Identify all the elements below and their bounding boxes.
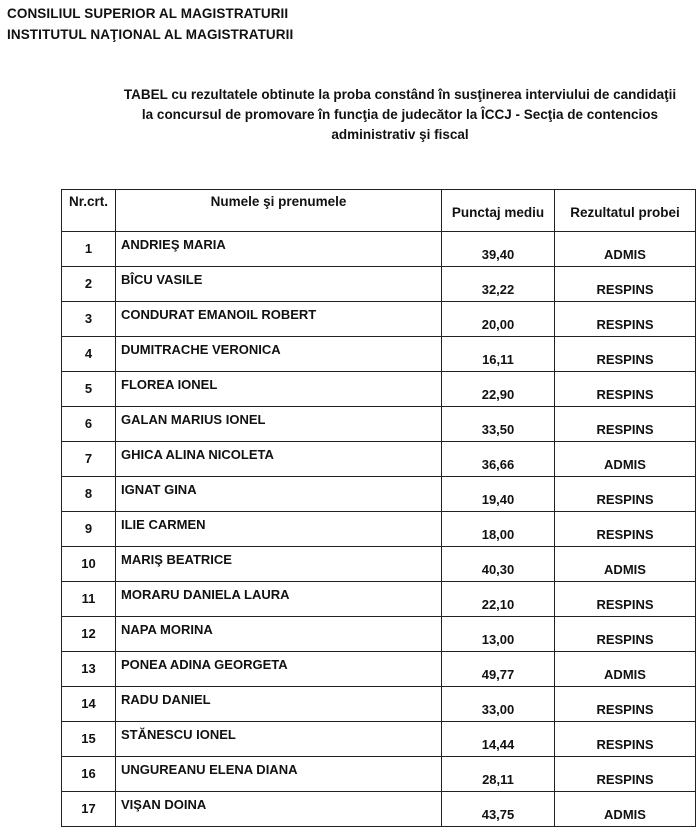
title-line-3: administrativ şi fiscal xyxy=(331,127,469,142)
average-score xyxy=(442,792,555,827)
average-score xyxy=(442,687,555,722)
test-result xyxy=(555,617,696,652)
test-result-text: RESPINS xyxy=(596,632,654,647)
average-score-text: 33,00 xyxy=(481,702,515,717)
title-line-1: TABEL cu rezultatele obtinute la proba constând în susţinerea interviului de candidaţii xyxy=(123,87,677,102)
row-number xyxy=(62,617,116,652)
candidate-name-text: IGNAT GINA xyxy=(121,481,197,497)
average-score-text: 13,00 xyxy=(481,632,515,647)
table-row xyxy=(62,372,696,407)
candidate-name xyxy=(116,757,442,792)
average-score-text: 33,50 xyxy=(481,422,515,437)
test-result xyxy=(555,547,696,582)
row-number-text: 16 xyxy=(81,765,96,781)
candidate-name xyxy=(116,407,442,442)
test-result xyxy=(555,407,696,442)
organization-name: CONSILIUL SUPERIOR AL MAGISTRATURII xyxy=(7,6,289,21)
test-result xyxy=(555,302,696,337)
candidate-name-text: ANDRIEŞ MARIA xyxy=(121,236,226,252)
candidate-name xyxy=(116,722,442,757)
candidate-name-text: BÎCU VASILE xyxy=(121,271,203,287)
candidate-name-text: UNGUREANU ELENA DIANA xyxy=(121,761,298,777)
average-score-text: 39,40 xyxy=(481,247,515,262)
average-score xyxy=(442,757,555,792)
candidate-name xyxy=(116,302,442,337)
candidate-name-text: GALAN MARIUS IONEL xyxy=(121,411,266,427)
test-result-text: RESPINS xyxy=(596,737,654,752)
average-score xyxy=(442,582,555,617)
row-number-text: 13 xyxy=(81,660,96,676)
test-result-text: RESPINS xyxy=(596,387,654,402)
row-number-text: 14 xyxy=(81,695,96,711)
average-score-text: 49,77 xyxy=(481,667,515,682)
row-number-text: 15 xyxy=(81,730,96,746)
candidate-name-text: GHICA ALINA NICOLETA xyxy=(121,446,274,462)
row-number-text: 12 xyxy=(81,625,96,641)
candidate-name xyxy=(116,512,442,547)
row-number-text: 2 xyxy=(84,275,93,291)
test-result-text: RESPINS xyxy=(596,492,654,507)
candidate-name-text: MARIŞ BEATRICE xyxy=(121,551,232,567)
test-result xyxy=(555,442,696,477)
test-result-text: ADMIS xyxy=(604,247,646,262)
institute-name: INSTITUTUL NAŢIONAL AL MAGISTRATURII xyxy=(7,27,294,42)
row-number xyxy=(62,582,116,617)
table-row xyxy=(62,757,696,792)
column-header-nr: Nr.crt. xyxy=(62,190,116,232)
test-result-text: RESPINS xyxy=(596,422,654,437)
test-result xyxy=(555,687,696,722)
average-score-text: 43,75 xyxy=(481,807,515,822)
candidate-name xyxy=(116,232,442,267)
candidate-name-text: ILIE CARMEN xyxy=(121,516,206,532)
row-number-text: 1 xyxy=(84,240,93,256)
test-result-text: RESPINS xyxy=(596,317,654,332)
table-row xyxy=(62,477,696,512)
table-row xyxy=(62,407,696,442)
candidate-name-text: NAPA MORINA xyxy=(121,621,213,637)
column-header-score: Punctaj mediu xyxy=(442,190,555,232)
candidate-name-text: MORARU DANIELA LAURA xyxy=(121,586,290,602)
row-number xyxy=(62,722,116,757)
table-header-row xyxy=(62,190,696,232)
row-number xyxy=(62,757,116,792)
candidate-name xyxy=(116,652,442,687)
candidate-name xyxy=(116,792,442,827)
table-row xyxy=(62,337,696,372)
candidate-name-text: FLOREA IONEL xyxy=(121,376,218,392)
row-number xyxy=(62,442,116,477)
results-table xyxy=(61,189,696,827)
test-result xyxy=(555,337,696,372)
table-row xyxy=(62,512,696,547)
table-row xyxy=(62,687,696,722)
test-result-text: ADMIS xyxy=(604,562,646,577)
average-score xyxy=(442,232,555,267)
test-result xyxy=(555,372,696,407)
table-row xyxy=(62,302,696,337)
candidate-name xyxy=(116,582,442,617)
test-result-text: RESPINS xyxy=(596,282,654,297)
test-result-text: ADMIS xyxy=(604,457,646,472)
average-score xyxy=(442,617,555,652)
candidate-name xyxy=(116,337,442,372)
column-header-name: Numele şi prenumele xyxy=(116,190,442,232)
table-row xyxy=(62,652,696,687)
row-number xyxy=(62,477,116,512)
average-score xyxy=(442,652,555,687)
row-number-text: 6 xyxy=(84,415,93,431)
average-score xyxy=(442,372,555,407)
row-number xyxy=(62,547,116,582)
candidate-name-text: CONDURAT EMANOIL ROBERT xyxy=(121,306,317,322)
table-row xyxy=(62,442,696,477)
test-result-text: RESPINS xyxy=(596,597,654,612)
row-number-text: 10 xyxy=(81,555,96,571)
row-number-text: 8 xyxy=(84,485,93,501)
row-number xyxy=(62,232,116,267)
candidate-name xyxy=(116,442,442,477)
row-number xyxy=(62,372,116,407)
table-row xyxy=(62,267,696,302)
table-body xyxy=(62,232,696,827)
candidate-name-text: RADU DANIEL xyxy=(121,691,211,707)
row-number-text: 3 xyxy=(84,310,93,326)
test-result-text: ADMIS xyxy=(604,667,646,682)
candidate-name xyxy=(116,477,442,512)
candidate-name-text: PONEA ADINA GEORGETA xyxy=(121,656,288,672)
column-header-result: Rezultatul probei xyxy=(555,190,696,232)
table-row xyxy=(62,722,696,757)
candidate-name xyxy=(116,372,442,407)
table-row xyxy=(62,232,696,267)
test-result xyxy=(555,652,696,687)
test-result xyxy=(555,512,696,547)
average-score xyxy=(442,512,555,547)
candidate-name-text: VIŞAN DOINA xyxy=(121,796,207,812)
row-number xyxy=(62,792,116,827)
test-result xyxy=(555,477,696,512)
row-number-text: 7 xyxy=(84,450,93,466)
average-score-text: 22,10 xyxy=(481,597,515,612)
candidate-name-text: STĂNESCU IONEL xyxy=(121,726,236,742)
row-number xyxy=(62,687,116,722)
average-score xyxy=(442,407,555,442)
table-row xyxy=(62,617,696,652)
test-result-text: RESPINS xyxy=(596,772,654,787)
test-result xyxy=(555,722,696,757)
row-number-text: 4 xyxy=(84,345,93,361)
average-score-text: 28,11 xyxy=(482,772,514,787)
average-score xyxy=(442,302,555,337)
average-score-text: 19,40 xyxy=(481,492,515,507)
average-score-text: 20,00 xyxy=(481,317,515,332)
row-number xyxy=(62,512,116,547)
average-score-text: 22,90 xyxy=(481,387,515,402)
table-row xyxy=(62,547,696,582)
test-result xyxy=(555,267,696,302)
row-number-text: 9 xyxy=(84,520,93,536)
average-score-text: 16,11 xyxy=(482,352,514,367)
test-result-text: RESPINS xyxy=(596,352,654,367)
row-number xyxy=(62,652,116,687)
average-score xyxy=(442,442,555,477)
average-score-text: 14,44 xyxy=(481,737,515,752)
test-result xyxy=(555,792,696,827)
average-score-text: 32,22 xyxy=(481,282,515,297)
candidate-name xyxy=(116,547,442,582)
row-number xyxy=(62,267,116,302)
test-result-text: RESPINS xyxy=(596,527,654,542)
candidate-name xyxy=(116,267,442,302)
row-number xyxy=(62,302,116,337)
average-score xyxy=(442,337,555,372)
average-score-text: 40,30 xyxy=(481,562,515,577)
candidate-name xyxy=(116,617,442,652)
row-number-text: 17 xyxy=(81,800,96,816)
average-score xyxy=(442,547,555,582)
table-row xyxy=(62,582,696,617)
table-row xyxy=(62,792,696,827)
test-result-text: ADMIS xyxy=(604,807,646,822)
average-score-text: 18,00 xyxy=(481,527,515,542)
average-score xyxy=(442,722,555,757)
test-result xyxy=(555,757,696,792)
average-score-text: 36,66 xyxy=(481,457,515,472)
test-result xyxy=(555,232,696,267)
title-line-2: la concursul de promovare în funcţia de judecător la ÎCCJ - Secţia de contencios xyxy=(141,107,659,122)
row-number xyxy=(62,337,116,372)
candidate-name-text: DUMITRACHE VERONICA xyxy=(121,341,281,357)
candidate-name xyxy=(116,687,442,722)
document-title xyxy=(100,85,700,145)
test-result-text: RESPINS xyxy=(596,702,654,717)
average-score xyxy=(442,477,555,512)
average-score xyxy=(442,267,555,302)
test-result xyxy=(555,582,696,617)
row-number-text: 5 xyxy=(84,380,93,396)
row-number xyxy=(62,407,116,442)
row-number-text: 11 xyxy=(81,590,96,606)
